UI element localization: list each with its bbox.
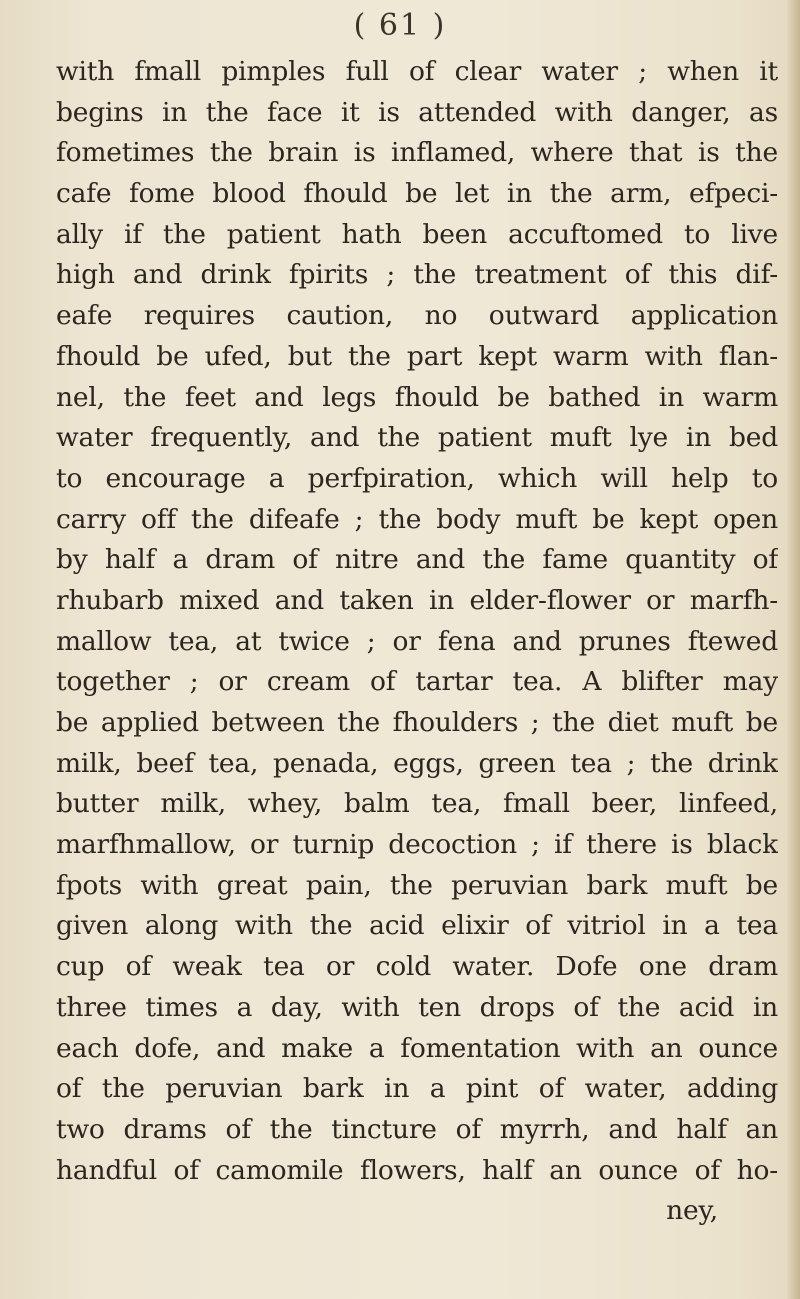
text-line: cup of weak tea or cold water. Dofe one dram xyxy=(56,951,778,983)
page-edge-shadow xyxy=(786,0,800,1299)
text-line: milk, beef tea, penada, eggs, green tea ; the drink xyxy=(56,747,778,779)
text-line: fometimes the brain is inflamed, where that is the xyxy=(56,137,778,169)
text-line: ally if the patient hath been accuftomed to live xyxy=(56,218,778,250)
text-line: be applied between the fhoulders ; the diet muft be xyxy=(56,707,778,738)
text-line: handful of camomile flowers, half an ounce of ho- xyxy=(56,1154,778,1186)
text-line: three times a day, with ten drops of the acid in xyxy=(56,991,778,1023)
text-line: together ; or cream of tartar tea. A blifter may xyxy=(56,666,778,698)
text-line: carry off the difeafe ; the body muft be kept open xyxy=(56,503,778,535)
text-line: water frequently, and the patient muft lye in bed xyxy=(56,422,778,454)
text-line: rhubarb mixed and taken in elder-flower or marfh- xyxy=(56,584,778,616)
text-line: butter milk, whey, balm tea, fmall beer, linfeed, xyxy=(56,788,778,820)
text-line: by half a dram of nitre and the fame quantity of xyxy=(56,544,778,576)
text-line: begins in the face it is attended with danger, as xyxy=(56,96,778,128)
text-line: each dofe, and make a fomentation with an ounce xyxy=(56,1032,778,1064)
body-text xyxy=(56,52,778,1232)
text-line: cafe fome blood fhould be let in the arm, efpeci- xyxy=(56,178,778,210)
text-line: marfhmallow, or turnip decoction ; if there is black xyxy=(56,829,778,861)
text-line: to encourage a perfpiration, which will help to xyxy=(56,462,778,494)
text-line: given along with the acid elixir of vitriol in a tea xyxy=(56,910,778,942)
text-line: two drams of the tincture of myrrh, and half an xyxy=(56,1113,778,1145)
text-line: mallow tea, at twice ; or fena and prunes ftewed xyxy=(56,625,778,657)
catchword: ney, xyxy=(666,1195,718,1227)
text-line: of the peruvian bark in a pint of water, adding xyxy=(56,1073,778,1105)
text-line: fhould be ufed, but the part kept warm with flan- xyxy=(56,340,778,372)
text-line: high and drink fpirits ; the treatment of this dif- xyxy=(56,259,778,291)
text-line: fpots with great pain, the peruvian bark muft be xyxy=(56,869,778,901)
text-line: nel, the feet and legs fhould be bathed in warm xyxy=(56,381,778,413)
page-number: ( 61 ) xyxy=(353,8,447,43)
text-line: eafe requires caution, no outward application xyxy=(56,300,778,332)
text-line: with fmall pimples full of clear water ; when it xyxy=(56,56,778,87)
